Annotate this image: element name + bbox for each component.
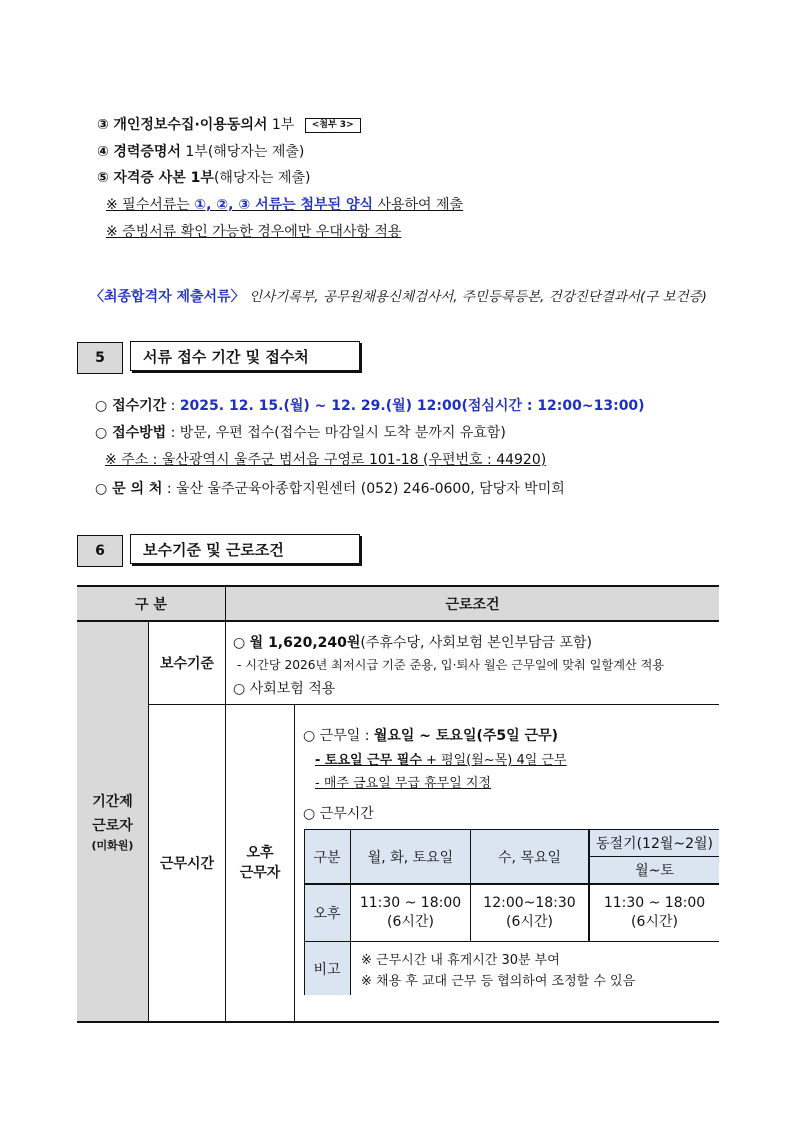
worktime-title: ○ 근무시간 <box>303 806 374 822</box>
schedule-table <box>304 829 719 995</box>
schedule-h-category: 구분 <box>313 849 341 866</box>
worker-type: 기간제 근로자 (미화원) <box>91 793 134 852</box>
schedule-r-label: 오후 <box>313 906 341 922</box>
schedule-h-mon-tue-sat: 월, 화, 토요일 <box>367 849 454 866</box>
address: ※ 주소 : 울산광역시 울주군 범서읍 구영로 101-18 (우편번호 : 44920) <box>105 452 547 468</box>
header-conditions: 근로조건 <box>445 596 500 613</box>
schedule-row-border <box>304 941 719 942</box>
shift-type: 오후 근무자 <box>239 845 281 881</box>
pay-detail: - 시간당 2026년 최저시급 기준 준용, 입·퇴사 월은 근무일에 맞춰 일할계산 적용 <box>237 658 665 672</box>
schedule-notes: ※ 근무시간 내 휴게시간 30분 부여 ※ 채용 후 교대 근무 등 협의하여 조정할 수 있음 <box>361 953 636 989</box>
saturday-required: - 토요일 근무 필수 + 평일(월~목) 4일 근무 <box>315 753 567 768</box>
col-divider-3 <box>294 705 295 1022</box>
required-doc-item-5: ⑤ 자격증 사본 1부(해당자는 제출) <box>97 170 311 186</box>
section-5-title: 서류 접수 기간 및 접수처 <box>130 341 360 371</box>
final-docs-list: 인사기록부, 공무원채용신체검사서, 주민등록등본, 건강진단결과서(구 보건증) <box>249 289 707 305</box>
schedule-note-label: 비고 <box>313 961 341 978</box>
workdays: ○ 근무일 : 월요일 ~ 토요일(주5일 근무) <box>303 728 558 744</box>
preference-note: ※ 증빙서류 확인 가능한 경우에만 우대사항 적용 <box>106 224 402 240</box>
section-6-number: 6 <box>77 535 123 567</box>
social-insurance: ○ 사회보험 적용 <box>233 681 336 697</box>
receipt-method: ○ 접수방법 : 방문, 우편 접수(접수는 마감일시 도착 분까지 유효함) <box>95 425 506 441</box>
final-docs-line <box>90 285 707 306</box>
contact: ○ 문 의 처 : 울산 울주군육아종합지원센터 (052) 246-0600, 담당자 박미희 <box>95 481 565 497</box>
section-5-number: 5 <box>77 342 123 374</box>
schedule-h-winter-days: 월~토 <box>635 863 674 879</box>
schedule-r-winter: 11:30 ~ 18:00 (6시간) <box>603 895 706 930</box>
schedule-h-winter: 동절기(12월~2월) <box>596 836 713 852</box>
pay-label: 보수기준 <box>159 656 215 672</box>
table-bottom-border <box>77 1021 719 1023</box>
working-conditions-table <box>77 585 719 1023</box>
schedule-r-mon-tue-sat: 11:30 ~ 18:00 (6시간) <box>359 895 462 930</box>
pay-amount: ○ 월 1,620,240원(주휴수당, 사회보험 본인부담금 포함) <box>233 635 593 651</box>
friday-off: - 매주 금요일 무급 휴무일 지정 <box>315 776 492 791</box>
header-category: 구 분 <box>135 596 167 613</box>
required-docs-note: ※ 필수서류는 ①, ②, ③ 서류는 첨부된 양식 사용하여 제출 <box>106 197 464 213</box>
hours-label: 근무시간 <box>159 856 215 872</box>
section-6-title: 보수기준 및 근로조건 <box>130 534 360 564</box>
receipt-period: ○ 접수기간 : 2025. 12. 15.(월) ~ 12. 29.(월) 12:00(점심시간 : 12:00~13:00) <box>95 398 645 414</box>
schedule-r-wed-thu: 12:00~18:30 (6시간) <box>483 895 576 930</box>
required-doc-item-4: ④ 경력증명서 1부(해당자는 제출) <box>97 144 305 160</box>
schedule-h-wed-thu: 수, 목요일 <box>498 849 561 866</box>
final-docs-title: 〈최종합격자 제출서류〉 <box>90 289 245 305</box>
required-doc-item-3: ③ 개인정보수집·이용동의서 1부 <첨부 3> <box>97 114 361 134</box>
attachment-tag: <첨부 3> <box>305 118 361 133</box>
